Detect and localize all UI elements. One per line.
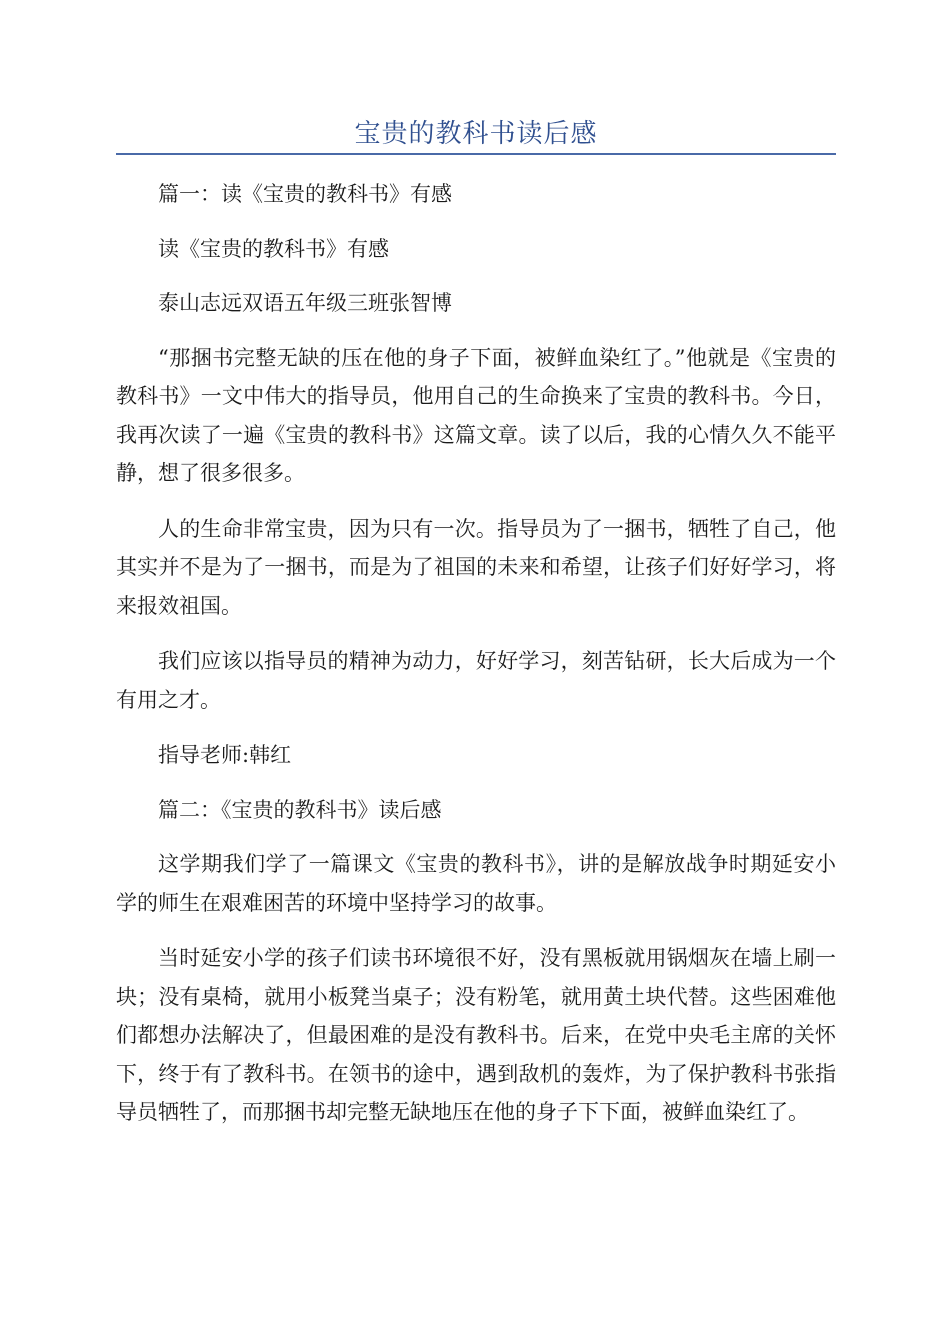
paragraph: 我们应该以指导员的精神为动力，好好学习，刻苦钻研，长大后成为一个有用之才。	[116, 649, 836, 712]
paragraph: 人的生命非常宝贵，因为只有一次。指导员为了一捆书，牺牲了自己，他其实并不是为了一捆书，而是为了祖国的未来和希望，让孩子们好好学习，将来报效祖国。	[116, 516, 836, 618]
author-line: 泰山志远双语五年级三班张智博	[158, 291, 452, 315]
section-heading-1: 篇一：读《宝贵的教科书》有感	[158, 182, 452, 206]
paragraph: “那捆书完整无缺的压在他的身子下面，被鲜血染红了。”他就是《宝贵的教科书》一文中伟大的指导员，他用自己的生命换来了宝贵的教科书。今日，我再次读了一遍《宝贵的教科书》这篇文章。读了以后，我的心情久久不能平静，想了很多很多。	[116, 345, 836, 485]
paragraph: 当时延安小学的孩子们读书环境很不好，没有黑板就用锅烟灰在墙上刷一块；没有桌椅，就用小板凳当桌子；没有粉笔，就用黄土块代替。这些困难他们都想办法解决了，但最困难的是没有教科书。后来，在党中央毛主席的关怀下，终于有了教科书。在领书的途中，遇到敌机的轰炸，为了保护教科书张指导员牺牲了，而那捆书却完整无缺地压在他的身子下下面，被鲜血染红了。	[116, 946, 836, 1124]
title-underline	[116, 153, 836, 155]
section-heading-2: 篇二：《宝贵的教科书》读后感	[158, 797, 442, 822]
paragraph: 这学期我们学了一篇课文《宝贵的教科书》，讲的是解放战争时期延安小学的师生在艰难困苦的环境中坚持学习的故事。	[116, 852, 836, 915]
teacher-line: 指导老师:韩红	[158, 743, 292, 767]
document-title: 宝贵的教科书读后感	[354, 119, 598, 149]
document-body	[116, 175, 836, 1149]
essay-title-1: 读《宝贵的教科书》有感	[158, 236, 389, 261]
